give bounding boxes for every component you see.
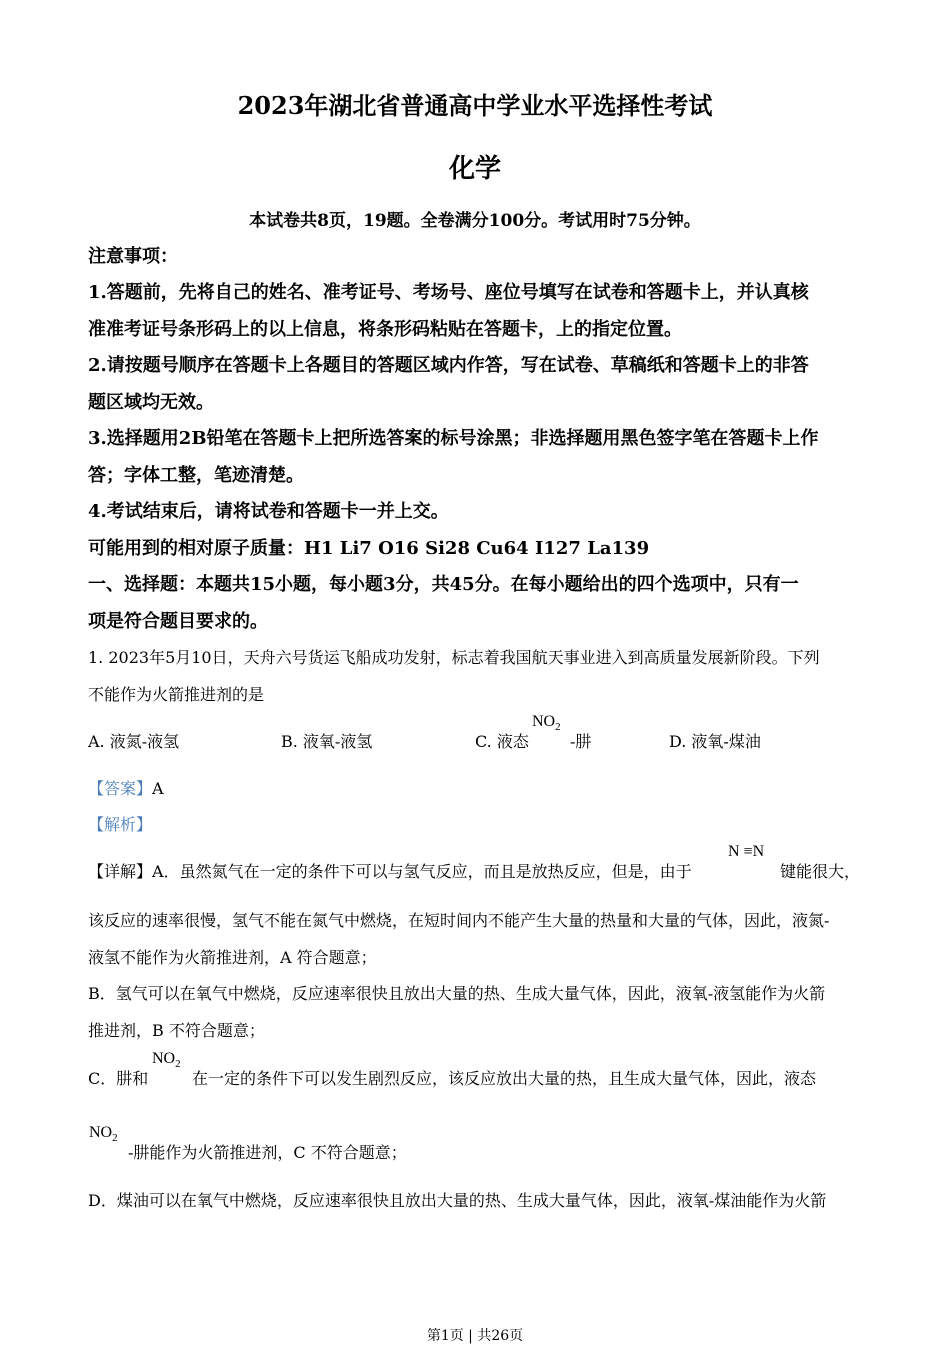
detail-a-text: A．虽然氮气在一定的条件下可以与氢气反应，而且是放热反应，但是，由于 [152, 862, 692, 881]
detail-c-prefix: C．肼和 [88, 1069, 149, 1088]
option-d: D. 液氧-煤油 [669, 732, 761, 751]
answer-line [88, 776, 164, 799]
subject-title: 化学 [448, 154, 501, 184]
notice-item-3-line-1: 3.选择题用2B铅笔在答题卡上把所选答案的标号涂黑；非选择题用黑色签字笔在答题卡上作 [88, 428, 819, 449]
notice-item-2-line-1: 2.请按题号顺序在答题卡上各题目的答题区域内作答，写在试卷、草稿纸和答题卡上的非答 [88, 355, 809, 376]
notice-item-3-line-2: 答；字体工整，笔迹清楚。 [88, 465, 304, 486]
analysis-label: 【解析】 [88, 815, 153, 834]
no2-main: NO [532, 713, 556, 730]
detail-a-line-2: 该反应的速率很慢，氢气不能在氮气中燃烧，在短时间内不能产生大量的热量和大量的气体，因此，液氮- [88, 911, 830, 930]
section-heading-line-2: 项是符合题目要求的。 [88, 611, 268, 632]
section-heading-line-1: 一、选择题：本题共15小题，每小题3分，共45分。在每小题给出的四个选项中，只有一 [88, 574, 799, 595]
question-stem-line-1: 1. 2023年5月10日，天舟六号货运飞船成功发射，标志着我国航天事业进入到高质量发展新阶段。下列 [88, 648, 820, 667]
page-footer: 第1页 | 共26页 [426, 1328, 524, 1344]
detail-d-line-1: D．煤油可以在氧气中燃烧，反应速率很快且放出大量的热、生成大量气体，因此，液氧-煤油能作为火箭 [88, 1191, 827, 1210]
no2-subscript: 2 [112, 1132, 118, 1144]
detail-a-line-3: 液氢不能作为火箭推进剂，A 符合题意； [88, 948, 377, 967]
no2-main: NO [89, 1124, 113, 1141]
detail-c-line-1: 在一定的条件下可以发生剧烈反应，该反应放出大量的热，且生成大量气体，因此，液态 [192, 1069, 817, 1088]
detail-b-line-2: 推进剂，B 不符合题意； [88, 1021, 265, 1040]
atomic-mass-line: 可能用到的相对原子质量：H1 Li7 O16 Si28 Cu64 I127 La139 [88, 538, 650, 559]
detail-a-line-1 [88, 859, 692, 882]
option-b: B. 液氧-液氢 [281, 732, 373, 751]
exam-title: 2023年湖北省普通高中学业水平选择性考试 [237, 91, 713, 120]
detail-c-formula-2 [89, 1124, 118, 1144]
no2-main: NO [152, 1050, 176, 1067]
no2-subscript: 2 [175, 1058, 181, 1070]
notice-item-1-line-2: 准准考证号条形码上的以上信息，将条形码粘贴在答题卡，上的指定位置。 [88, 319, 682, 340]
option-a: A. 液氮-液氢 [88, 732, 180, 751]
notice-item-2-line-2: 题区域均无效。 [88, 392, 214, 413]
notice-heading: 注意事项： [88, 246, 178, 267]
option-c-formula [532, 713, 561, 733]
answer-value: A [152, 779, 164, 798]
notice-item-4: 4.考试结束后，请将试卷和答题卡一并上交。 [88, 501, 449, 522]
option-c-prefix: C. 液态 [475, 732, 529, 751]
detail-c-formula-1 [152, 1050, 181, 1070]
detail-c-line-2: -肼能作为火箭推进剂，C 不符合题意； [128, 1143, 407, 1162]
detail-label: 【详解】 [88, 862, 153, 881]
detail-b-line-1: B．氢气可以在氧气中燃烧，反应速率很快且放出大量的热、生成大量气体，因此，液氧-液氢能作为火箭 [88, 984, 826, 1003]
triple-bond-formula: N ≡N [728, 843, 765, 860]
no2-subscript: 2 [555, 721, 561, 733]
exam-info: 本试卷共8页，19题。全卷满分100分。考试用时75分钟。 [249, 211, 701, 231]
detail-a-line-1-tail: 键能很大， [780, 862, 861, 881]
notice-item-1-line-1: 1.答题前，先将自己的姓名、准考证号、考场号、座位号填写在试卷和答题卡上，并认真核 [88, 282, 809, 303]
option-c-suffix: -肼 [570, 732, 592, 751]
question-stem-line-2: 不能作为火箭推进剂的是 [88, 685, 265, 704]
answer-label: 【答案】 [88, 779, 153, 798]
option-c [475, 729, 529, 752]
